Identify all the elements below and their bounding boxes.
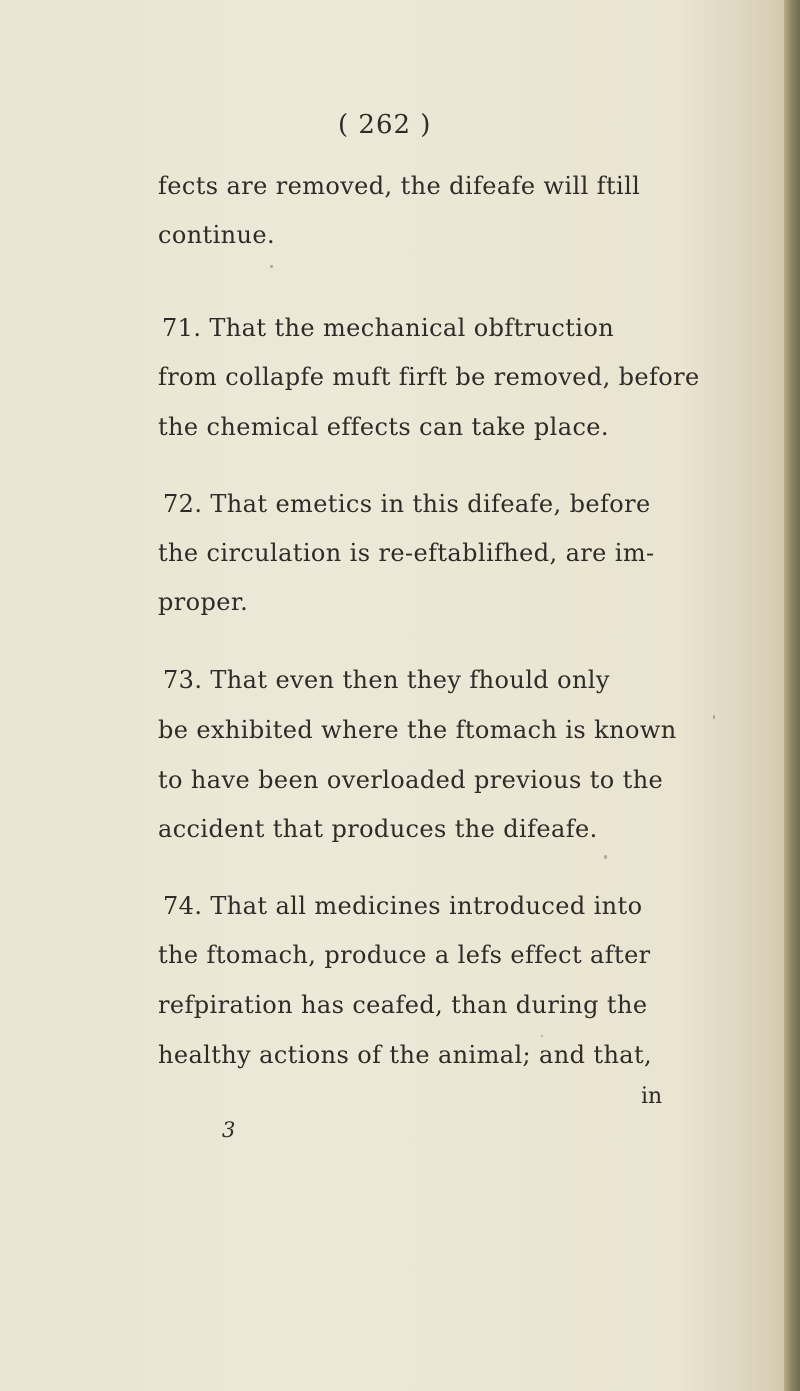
text-line: continue. — [158, 221, 276, 249]
text-line: healthy actions of the animal; and that, — [158, 1041, 653, 1069]
text-line: from collapfe muft firft be removed, before — [158, 363, 700, 391]
paper-speck — [541, 1035, 543, 1037]
text-line: the circulation is re-eftablifhed, are im- — [158, 539, 655, 567]
text-line: be exhibited where the ftomach is known — [158, 716, 677, 744]
text-line: 71. That the mechanical obftruction — [162, 314, 615, 342]
page-edge-shadow — [784, 0, 800, 1391]
text-line: 72. That emetics in this difeafe, before — [163, 490, 651, 518]
catchword: in — [641, 1084, 663, 1109]
text-line: to have been overloaded previous to the — [158, 766, 664, 794]
paper-speck — [713, 715, 715, 719]
text-line: the chemical effects can take place. — [158, 413, 609, 441]
text-line: fects are removed, the difeafe will ftill — [158, 172, 641, 200]
text-line: 74. That all medicines introduced into — [163, 892, 643, 920]
paper-speck — [604, 855, 607, 859]
page-number-header: ( 262 ) — [338, 110, 432, 140]
text-line: proper. — [158, 588, 249, 616]
text-line: the ftomach, produce a lefs effect after — [158, 941, 651, 969]
text-line: refpiration has ceafed, than during the — [158, 991, 648, 1019]
text-line: 73. That even then they fhould only — [163, 666, 610, 694]
text-line: accident that produces the difeafe. — [158, 815, 598, 843]
paper-speck — [270, 265, 273, 268]
signature-mark: 3 — [222, 1118, 236, 1142]
